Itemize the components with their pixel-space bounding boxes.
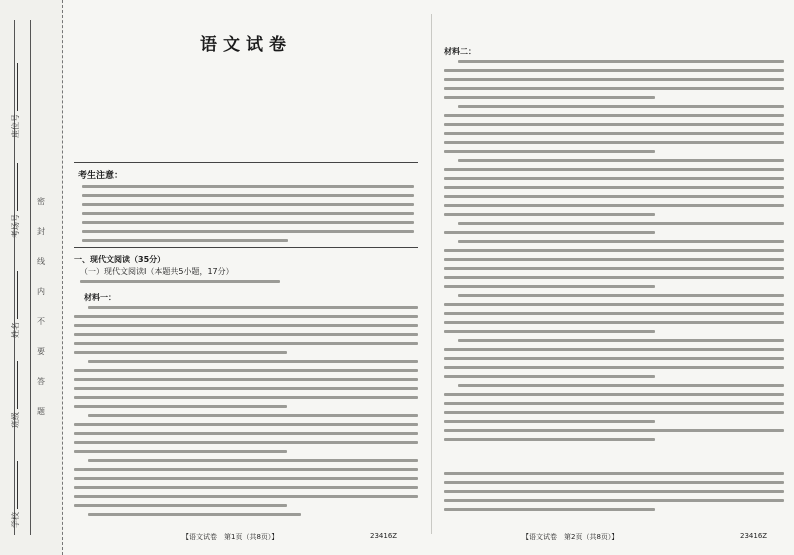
notice-text-placeholder — [82, 185, 414, 248]
seal-char: 题 — [37, 407, 45, 416]
seal-char: 要 — [37, 347, 45, 356]
seal-char: 封 — [37, 227, 45, 236]
exam-page-right — [440, 10, 786, 545]
passage-text-placeholder — [444, 60, 784, 447]
binding-field — [10, 361, 21, 428]
page-footer: 【语文试卷 第1页（共8页）】 — [182, 533, 279, 541]
paper-code: 23416Z — [740, 532, 768, 540]
binding-field-label: 座位号 — [11, 114, 20, 138]
seal-char: 密 — [37, 197, 45, 206]
question-text-placeholder — [444, 472, 784, 517]
binding-field — [10, 271, 21, 338]
instruction-placeholder — [80, 280, 280, 289]
binding-field — [10, 63, 21, 138]
material-heading: 材料二： — [444, 47, 476, 56]
binding-field-label: 考场号 — [11, 214, 20, 238]
page-divider — [431, 14, 432, 534]
notice-box — [74, 162, 418, 248]
page-title: 语文试卷 — [200, 35, 292, 55]
section-heading: 一、现代文阅读（35分） — [74, 255, 166, 264]
paper-code: 23416Z — [370, 532, 398, 540]
page-footer: 【语文试卷 第2页（共8页）】 — [522, 533, 619, 541]
binding-field — [10, 163, 21, 238]
binding-field-label: 姓名 — [11, 322, 20, 338]
material-heading: 材料一： — [84, 293, 116, 302]
binding-strip — [0, 0, 63, 555]
binding-rule — [30, 20, 31, 535]
seal-char: 线 — [37, 257, 45, 266]
seal-char: 不 — [37, 317, 45, 326]
binding-field-label: 学校 — [11, 512, 20, 528]
subsection-heading: （一）现代文阅读Ⅰ（本题共5小题，17分） — [80, 267, 234, 276]
binding-field-label: 班级 — [11, 412, 20, 428]
passage-text-placeholder — [74, 306, 418, 522]
seal-char: 内 — [37, 287, 45, 296]
binding-field — [10, 461, 21, 528]
seal-char: 答 — [37, 377, 45, 386]
exam-page-left — [70, 10, 422, 545]
notice-heading: 考生注意： — [78, 171, 124, 181]
